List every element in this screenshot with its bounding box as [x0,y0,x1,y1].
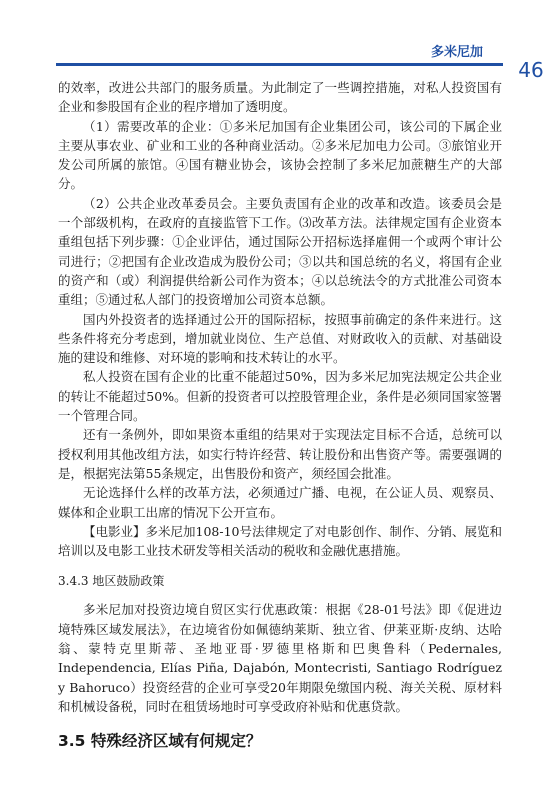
document-body [58,78,502,752]
page-number: 46 [518,58,544,82]
paragraph: 无论选择什么样的改革方法，必须通过广播、电视，在公证人员、观察员、媒体和企业职工出席的情况下公开宣布。 [58,485,502,520]
paragraph: （2）公共企业改革委员会。主要负责国有企业的改革和改造。该委员会是一个部级机构，在政府的直接监管下工作。⑶改革方法。法律规定国有企业资本重组包括下列步骤：①企业评估，通过国际公开招标选择雇佣一个或两个审计公司进行；②把国有企业改造成为股份公司；③以共和国总统的名义，将国有企业的资产和（或）利润提供给新公司作为资本；④以总统法令的方式批准公司资本重组；⑤通过私人部门的投资增加公司资本总额。 [58,195,502,308]
paragraph: （1）需要改革的企业：①多米尼加国有企业集团公司，该公司的下属企业主要从事农业、矿业和工业的各种商业活动。②多米尼加电力公司。③旅馆业开发公司所属的旅馆。④国有糖业协会，该协会控制了多米尼加蔗糖生产的大部分。 [58,118,502,192]
paragraph: 私人投资在国有企业的比重不能超过50%，因为多米尼加宪法规定公共企业的转让不能超过50%。但新的投资者可以控股管理企业，条件是必须同国家签署一个管理合同。 [58,369,502,424]
paragraph: 【电影业】多米尼加108-10号法律规定了对电影创作、制作、分销、展览和培训以及电影工业技术研发等相关活动的税收和金融优惠措施。 [58,523,502,559]
header-rule [56,63,503,66]
paragraph: 的效率，改进公共部门的服务质量。为此制定了一些调控措施，对私人投资国有企业和参股国有企业的程序增加了透明度。 [58,80,502,115]
paragraph: 国内外投资者的选择通过公开的国际招标，按照事前确定的条件来进行。这些条件将充分考虑到，增加就业岗位、生产总值、对财政收入的贡献、对基础设施的建设和维修、对环境的影响和技术转让的水平。 [58,311,502,366]
paragraph: 多米尼加对投资边境自贸区实行优惠政策：根据《28-01号法》即《促进边境特殊区域发展法》，在边境省份如佩德纳莱斯、独立省、伊莱亚斯·皮纳、达哈翁、蒙特克里斯蒂、圣地亚哥·罗德里格斯和巴奥鲁科（Pedernales, Independencia, Elías Piña, Dajabón, Montecristi, Santiago Rodríguez y Bahoruco）投资经营的企业可享受20年期限免缴国内税、海关关税、原材料和机械设备税，同时在租赁场地时可享受政府补贴和优惠贷款。 [58,602,502,714]
paragraph: 还有一条例外，即如果资本重组的结果对于实现法定目标不合适，总统可以授权利用其他改组方法，如实行特许经营、转让股份和出售资产等。需要强调的是，根据宪法第55条规定，出售股份和资产，须经国会批准。 [58,427,502,481]
header-title: 多米尼加 [430,45,483,60]
section-heading: 3.5 特殊经济区域有何规定？ [58,732,262,751]
subsection-heading: 3.4.3 地区鼓励政策 [58,574,165,589]
